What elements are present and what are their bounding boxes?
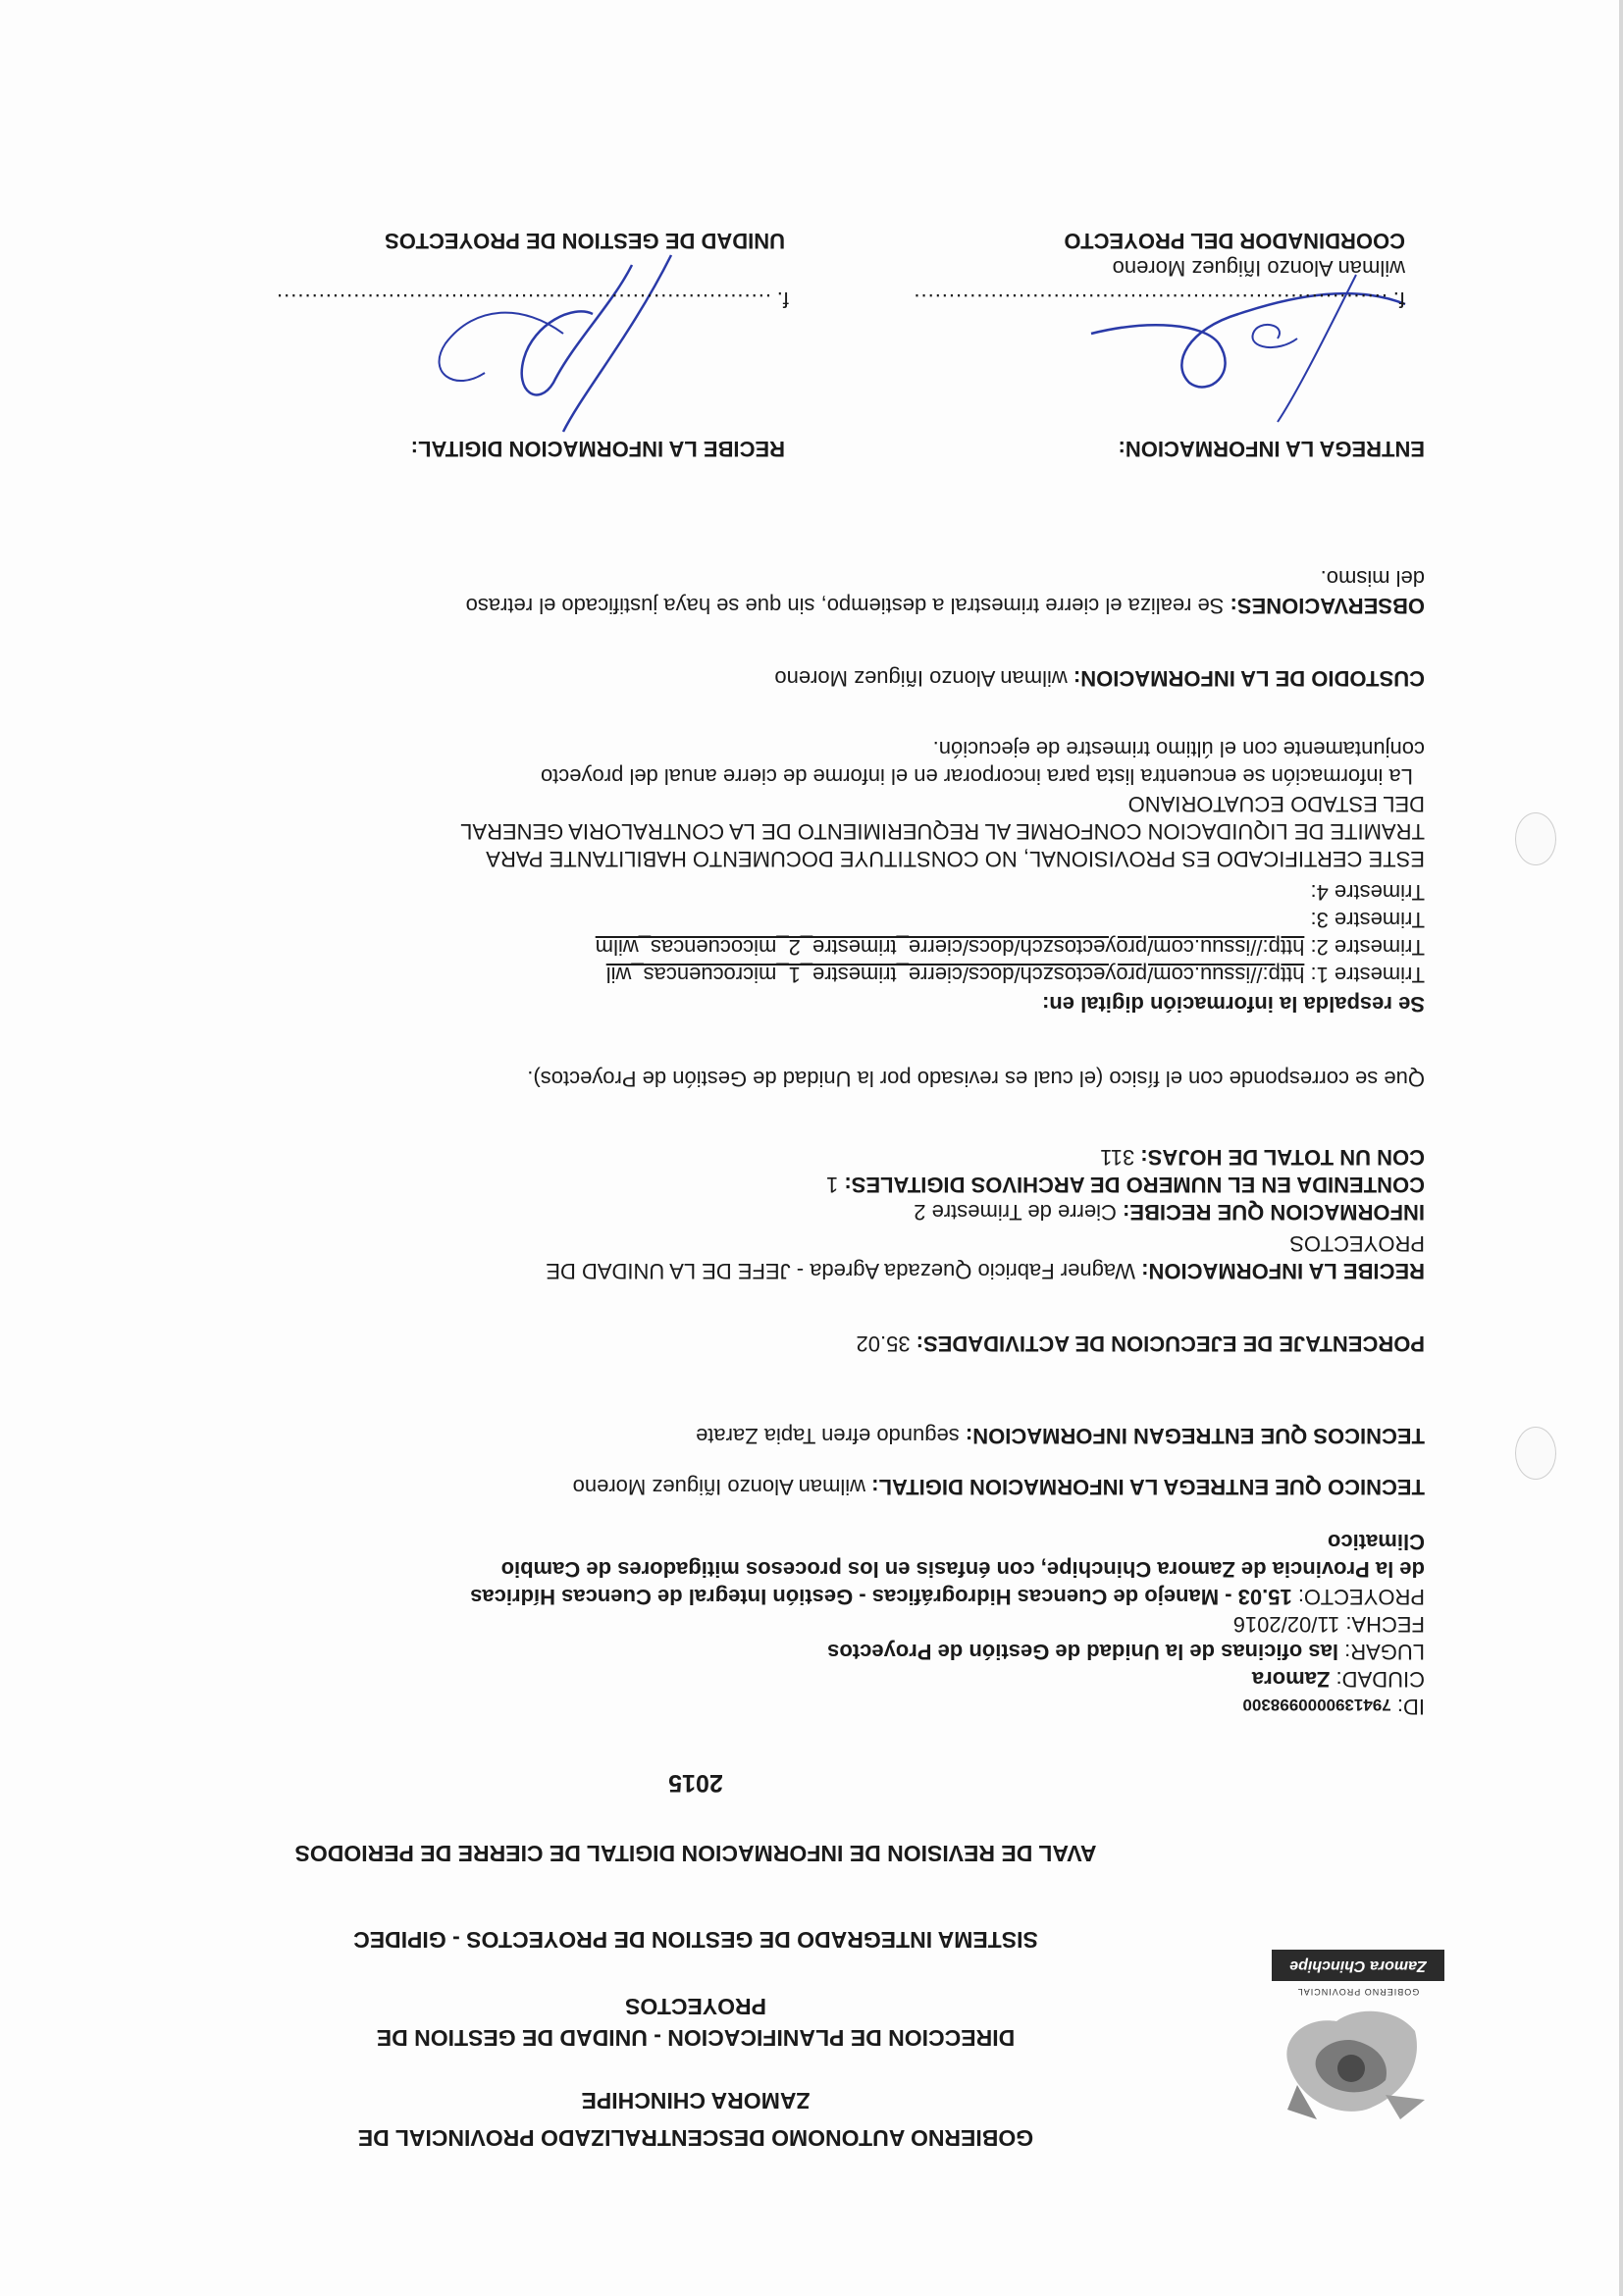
hojas-label: CON UN TOTAL DE HOJAS: [1140, 1145, 1425, 1170]
fecha-value: 11/02/2016 [1232, 1612, 1340, 1637]
trimestre-2-row [169, 933, 1425, 962]
observaciones-label: OBSERVACIONES: [1230, 594, 1425, 618]
observaciones-line-1: Se realiza el cierre trimestral a destiempo, sin que se haya justificado el retraso [465, 594, 1225, 618]
system-name: SISTEMA INTEGRADO DE GESTION DE PROYECTOS - GIPIDEC [353, 1927, 1038, 1953]
proyecto-line-2: de la Provincia de Zamora Chinchipe, con énfasis en los procesos mitigadores de Cambio [500, 1557, 1425, 1582]
porcentaje-label: PORCENTAJE DE EJECUCION DE ACTIVIDADES: [916, 1331, 1425, 1356]
disclaimer-line-5: conjuntamente con el último trimestre de ejecución. [932, 737, 1425, 761]
logo-caption: GOBIERNO PROVINCIAL [1296, 1987, 1420, 1997]
trimestre-1-row [169, 961, 1425, 989]
institution-line-1: GOBIERNO AUTONOMO DESCENTRALIZADO PROVINCIAL DE [357, 2125, 1034, 2151]
recibe-label: RECIBE LA INFORMACION: [1141, 1259, 1425, 1283]
id-label: ID: [1396, 1695, 1425, 1719]
porcentaje-value: 35.02 [856, 1331, 911, 1356]
porcentaje-row [169, 1330, 1425, 1358]
recibe-row [169, 1257, 1425, 1285]
left-sign-line: .................................................................... [913, 289, 1387, 314]
disclaimer-line-2: TRAMITE DE LIQUIDACION CONFORME AL REQUERIMIENTO DE LA CONTRALORIA GENERAL [460, 819, 1425, 844]
disclaimer-line-4: La información se encuentra lista para incorporar en el informe de cierre anual del proyecto [540, 764, 1413, 789]
lugar-value: las oficinas de la Unidad de Gestión de Proyectos [827, 1640, 1338, 1664]
right-signer-role: UNIDAD DE GESTION DE PROYECTOS [385, 229, 785, 253]
hojas-row [169, 1143, 1425, 1172]
trimestre-1-link[interactable]: http://issuu.com/proyectoszch/docs/cierre_trimestre_1_microcuencas_wil [605, 963, 1305, 987]
info-value: Cierre de Trimestre 2 [914, 1200, 1117, 1225]
tecnicos-label: TECNICOS QUE ENTREGAN INFORMACION: [965, 1424, 1425, 1448]
recibe-digital-heading: RECIBE LA INFORMACION DIGITAL: [410, 437, 785, 461]
left-signer-name: wilman Alonzo Iñiguez Moreno [1112, 256, 1405, 281]
document-year: 2015 [668, 1769, 723, 1797]
ciudad-row [169, 1665, 1425, 1694]
id-row [169, 1691, 1425, 1721]
backup-heading: Se respalda la información digital en: [1042, 992, 1425, 1017]
lugar-row [169, 1638, 1425, 1666]
observaciones-line-2: del mismo. [1320, 566, 1425, 591]
hojas-value: 311 [1100, 1145, 1135, 1170]
trimestre-3-label: Trimestre 3: [1310, 908, 1425, 932]
id-value: 7941390000998300 [1242, 1696, 1391, 1714]
fecha-label: FECHA: [1345, 1612, 1425, 1637]
institution-line-2: ZAMORA CHINCHIPE [581, 2088, 811, 2113]
punch-hole [1515, 812, 1556, 865]
tecnicos-value: segundo efren Tapia Zarate [696, 1424, 960, 1448]
custodio-label: CUSTODIO DE LA INFORMACION: [1073, 666, 1425, 691]
ciudad-value: Zamora [1251, 1667, 1331, 1692]
tecnico-value: wilman Alonzo Iñiguez Moreno [572, 1475, 866, 1499]
right-sign-line: ....................................................................... [276, 289, 771, 314]
archivos-label: CONTENIDA EN EL NUMERO DE ARCHIVOS DIGITALES: [844, 1173, 1425, 1197]
trimestre-2-label: Trimestre 2: [1310, 935, 1425, 960]
lugar-label: LUGAR: [1344, 1640, 1425, 1664]
recibe-value-2: PROYECTOS [1289, 1231, 1425, 1256]
direction-line-1: DIRECCION DE PLANIFICACION - UNIDAD DE GESTION DE [376, 2025, 1016, 2051]
tecnicos-row [169, 1422, 1425, 1450]
archivos-value: 1 [826, 1173, 839, 1197]
custodio-value: wilman Alonzo Iñiguez Moreno [774, 666, 1068, 691]
archivos-row [169, 1171, 1425, 1199]
info-label: INFORMACION QUE RECIBE: [1123, 1200, 1425, 1225]
proyecto-row [169, 1583, 1425, 1611]
trimestre-2-link[interactable]: http://issuu.com/proyectoszch/docs/cierre_trimestre_2_micocuencas_wilm [595, 935, 1305, 960]
disclaimer-line-1: ESTE CERTIFICADO ES PROVISIONAL, NO CONSTITUYE DOCUMENTO HABILITANTE PARA [486, 847, 1425, 871]
ciudad-label: CIUDAD: [1335, 1667, 1425, 1692]
left-signer-role: COORDINADOR DEL PROYECTO [1064, 229, 1405, 253]
tecnico-label: TECNICO QUE ENTREGA LA INFORMACION DIGITAL: [871, 1475, 1425, 1499]
entrega-heading: ENTREGA LA INFORMACION: [1118, 437, 1425, 461]
proyecto-line-1: 15.03 - Manejo de Cuencas Hidrográficas - Gestión Integral de Cuencas Hídricas [470, 1585, 1292, 1609]
provincial-logo [1272, 1953, 1444, 2139]
right-signature-icon [416, 235, 710, 451]
right-sign-f: f. [776, 287, 789, 312]
recibe-value: Wagner Fabricio Quezada Agreda - JEFE DE LA UNIDAD DE [546, 1259, 1136, 1283]
trimestre-1-label: Trimestre 1: [1310, 963, 1425, 987]
logo-band-text: Zamora Chinchipe [1272, 1950, 1444, 1981]
document-title: AVAL DE REVISION DE INFORMACION DIGITAL DE CIERRE DE PERIODOS [294, 1841, 1097, 1866]
info-row [169, 1198, 1425, 1226]
disclaimer-line-3: DEL ESTADO ECUATORIANO [1127, 792, 1425, 816]
proyecto-line-3: Climatico [1327, 1530, 1425, 1554]
proyecto-label: PROYECTO: [1297, 1585, 1425, 1609]
direction-line-2: PROYECTOS [625, 1994, 766, 2019]
tecnico-row [169, 1473, 1425, 1501]
trimestre-4-label: Trimestre 4: [1310, 880, 1425, 905]
logo-emblem-icon [1272, 2002, 1444, 2139]
custodio-row [169, 664, 1425, 693]
observaciones-row [169, 592, 1425, 620]
fecha-row [169, 1610, 1425, 1639]
punch-hole [1515, 1427, 1556, 1480]
statement-text: Que se corresponde con el físico (el cual es revisado por la Unidad de Gestión de Proyectos). [527, 1067, 1425, 1091]
left-sign-f: f. [1392, 287, 1405, 312]
